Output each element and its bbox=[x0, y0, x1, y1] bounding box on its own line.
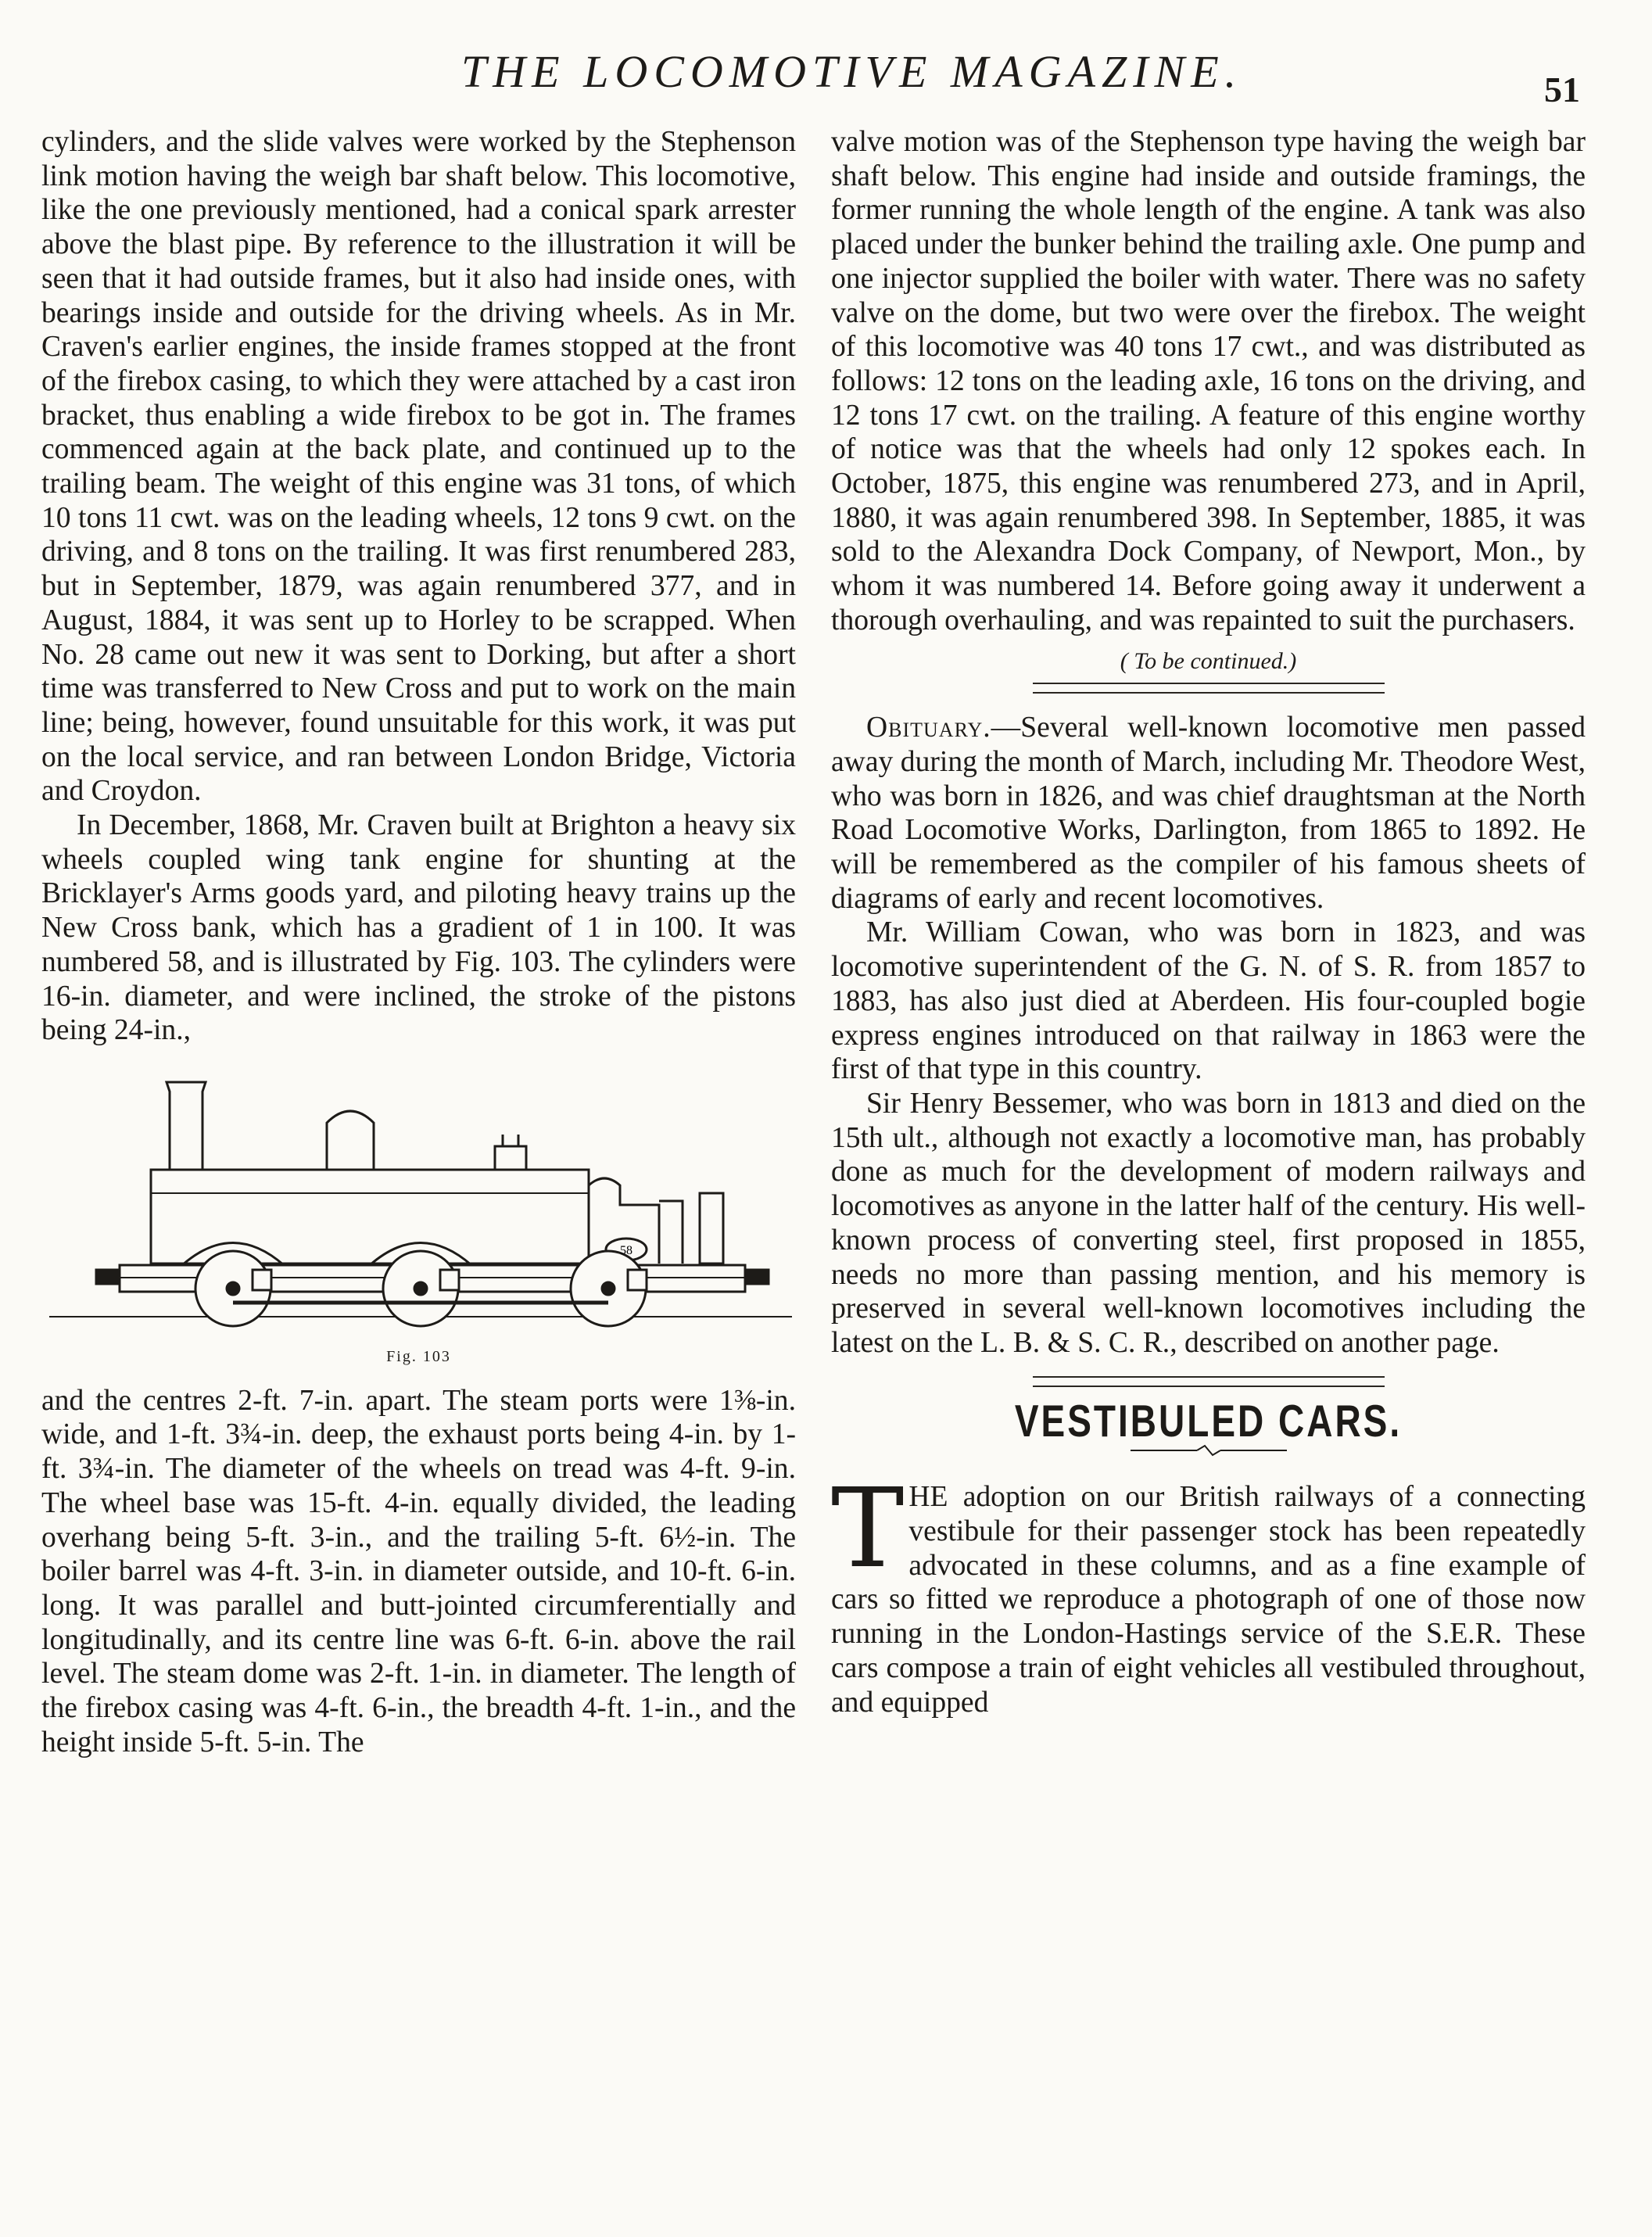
obituary-paragraph: Sir Henry Bessemer, who was born in 1813 and died on the 15th ult., although not exactly a locomotive man, has probably done as much for the development of modern railways and locomotives as anyone in the latter half of the century. His well-known process of converting steel, first proposed in 1855, needs no more than passing mention, and his memory is preserved in several well-known locomotives including the latest on the L. B. & S. C. R., described on another page. bbox=[831, 1087, 1586, 1359]
article-paragraph: In December, 1868, Mr. Craven built at Brighton a heavy six wheels coupled wing tank engine for shunting at the Bricklayer's Arms goods yard, and piloting heavy trains up the New Cross bank, which has a gradient of 1 in 100. It was numbered 58, and is illustrated by Fig. 103. The cylinders were 16-in. diameter, and were inclined, the stroke of the pistons being 24-in., bbox=[41, 809, 796, 1047]
running-head bbox=[0, 45, 1652, 109]
section-divider bbox=[1033, 1376, 1385, 1387]
obituary-paragraph: Mr. William Cowan, who was born in 1823, and was locomotive superintendent of the G. N. of S. R. from 1857 to 1883, has also just died at Aberdeen. His four-coupled bogie express engines introduced on that railway in 1863 were the first of that type in this country. bbox=[831, 916, 1586, 1086]
article-paragraph bbox=[831, 1465, 1586, 1719]
article-paragraph: and the centres 2-ft. 7-in. apart. The steam ports were 1⅜-in. wide, and 1-ft. 3¾-in. deep, the exhaust ports being 4-in. by 1-ft. 3¾-in. The diameter of the wheels on tread was 4-ft. 9-in. The wheel base was 15-ft. 4-in. equally divided, the leading overhang being 5-ft. 3-in., and the trailing 5-ft. 6½-in. The boiler barrel was 4-ft. 3-in. in diameter outside, and 10-ft. 6-in. long. It was parallel and butt-jointed circumferentially and longitudinally, and its centre line was 6-ft. 6-in. above the rail level. The steam dome was 2-ft. 1-in. in diameter. The length of the firebox casing was 4-ft. 6-in., the breadth 4-ft. 1-in., and the height inside 5-ft. 5-in. The bbox=[41, 1384, 796, 1758]
engine-number-plate: 58 bbox=[620, 1243, 632, 1257]
section-title: VESTIBULED CARS. bbox=[1014, 1394, 1403, 1446]
tank-engine-illustration bbox=[41, 1068, 796, 1334]
article-paragraph: valve motion was of the Stephenson type having the weigh bar shaft below. This engine had inside and outside framings, the former running the whole length of the engine. A tank was also placed under the bunker behind the trailing axle. One pump and one injector supplied the boiler with water. There was no safety valve on the dome, but two were over the firebox. The weight of this locomotive was 40 tons 17 cwt., and was distributed as follows: 12 tons on the leading axle, 16 tons on the driving, and 12 tons 17 cwt. on the trailing. A feature of this engine worthy of notice was that the wheels had only 12 spokes each. In October, 1875, this engine was renumbered 273, and in April, 1880, it was again renumbered 398. In September, 1885, it was sold to the Alexandra Dock Company, of Newport, Mon., by whom it was numbered 14. Before going away it underwent a thorough overhauling, and was repainted to suit the purchasers. bbox=[831, 126, 1586, 636]
right-column bbox=[831, 125, 1586, 1719]
obituary-paragraph bbox=[831, 711, 1586, 916]
magazine-title: THE LOCOMOTIVE MAGAZINE. bbox=[461, 46, 1243, 97]
figure-caption: Fig. 103 bbox=[386, 1347, 451, 1365]
section-divider bbox=[1033, 683, 1385, 694]
to-be-continued: ( To be continued.) bbox=[1120, 647, 1297, 674]
drop-cap: T bbox=[831, 1465, 905, 1594]
locomotive-figure bbox=[41, 1068, 796, 1375]
left-column bbox=[41, 125, 796, 1759]
article-paragraph: cylinders, and the slide valves were worked by the Stephenson link motion having the weigh bar shaft below. This locomotive, like the one previously mentioned, had a conical spark arrester above the blast pipe. By reference to the illustration it will be seen that it had outside frames, but it also had inside ones, with bearings inside and outside for the driving wheels. As in Mr. Craven's earlier engines, the inside frames stopped at the front of the firebox casing, to which they were attached by a cast iron bracket, thus enabling a wide firebox to be got in. The frames commenced again at the back plate, and continued up to the trailing beam. The weight of this engine was 31 tons, of which 10 tons 11 cwt. was on the leading wheels, 12 tons 9 cwt. on the driving, and 8 tons on the trailing. It was first renumbered 283, but in September, 1879, was again renumbered 377, and in August, 1884, it was sent up to Horley to be scrapped. When No. 28 came out new it was sent to Dorking, but after a short time was transferred to New Cross and put to work on the main line; being, however, found unsuitable for this work, it was put on the local service, and ran between London Bridge, Victoria and Croydon. bbox=[41, 126, 796, 808]
obituary-heading: Obituary. bbox=[866, 712, 991, 744]
page-number: 51 bbox=[1544, 70, 1580, 109]
article-text: HE adoption on our British railways of a connecting vestibule for their passenger stock has been repeatedly advocated in these columns, and as a fine example of cars so fitted we reproduce a photograph of one of those now running in the London-Hastings service of the S.E.R. These cars compose a train of eight vehicles all vestibuled throughout, and equipped bbox=[831, 1481, 1586, 1719]
obituary-text: —Several well-known locomotive men passed away during the month of March, including Mr. Theodore West, who was born in 1826, and was chief draughtsman at the North Road Locomotive Works, Darlington, from 1865 to 1892. He will be remembered as the compiler of his famous sheets of diagrams of early and recent locomotives. bbox=[831, 712, 1586, 915]
